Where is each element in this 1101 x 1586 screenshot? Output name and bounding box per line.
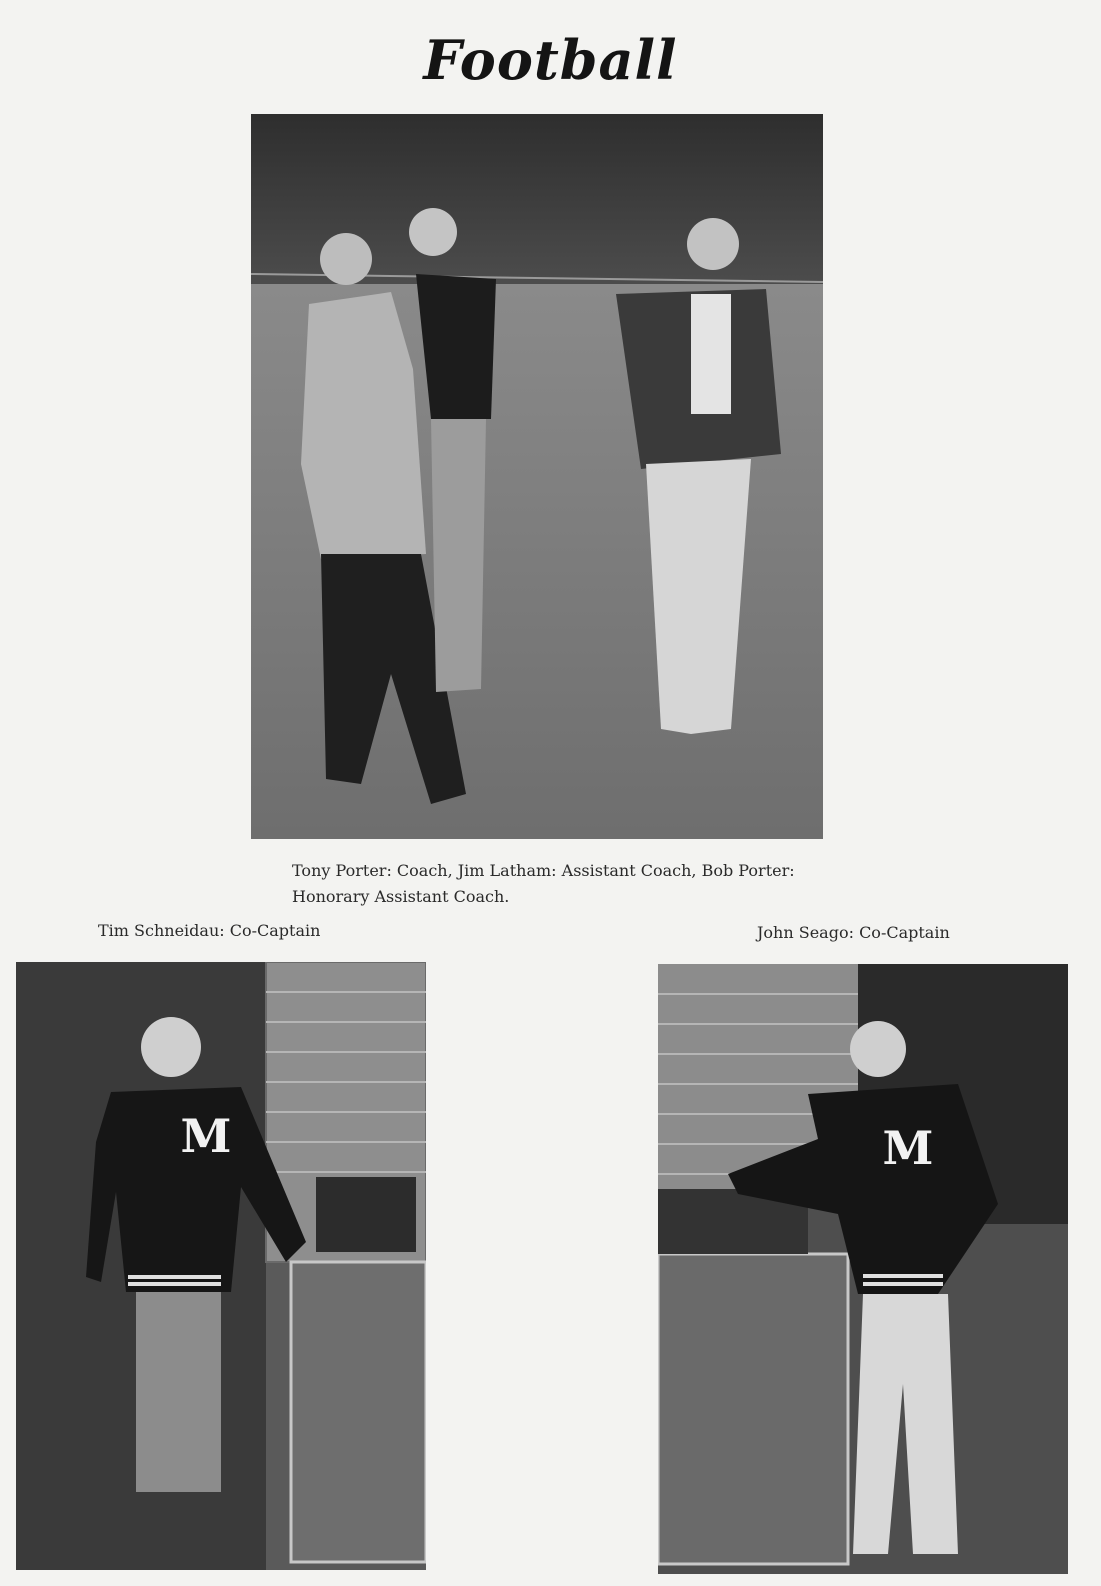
captain-left-caption: Tim Schneidau: Co-Captain [98, 921, 321, 940]
coaches-photo [251, 114, 823, 839]
captain-right-caption: John Seago: Co-Captain [757, 923, 950, 942]
coaches-caption: Tony Porter: Coach, Jim Latham: Assistant Coach, Bob Porter: Honorary Assistant Coach. [292, 861, 795, 906]
jacket-letter-right: M [882, 1121, 934, 1175]
captain-left-photo [16, 962, 426, 1570]
jacket-letter-left: M [180, 1109, 232, 1163]
captain-right-photo [658, 964, 1068, 1574]
page-title: Football [423, 28, 678, 92]
